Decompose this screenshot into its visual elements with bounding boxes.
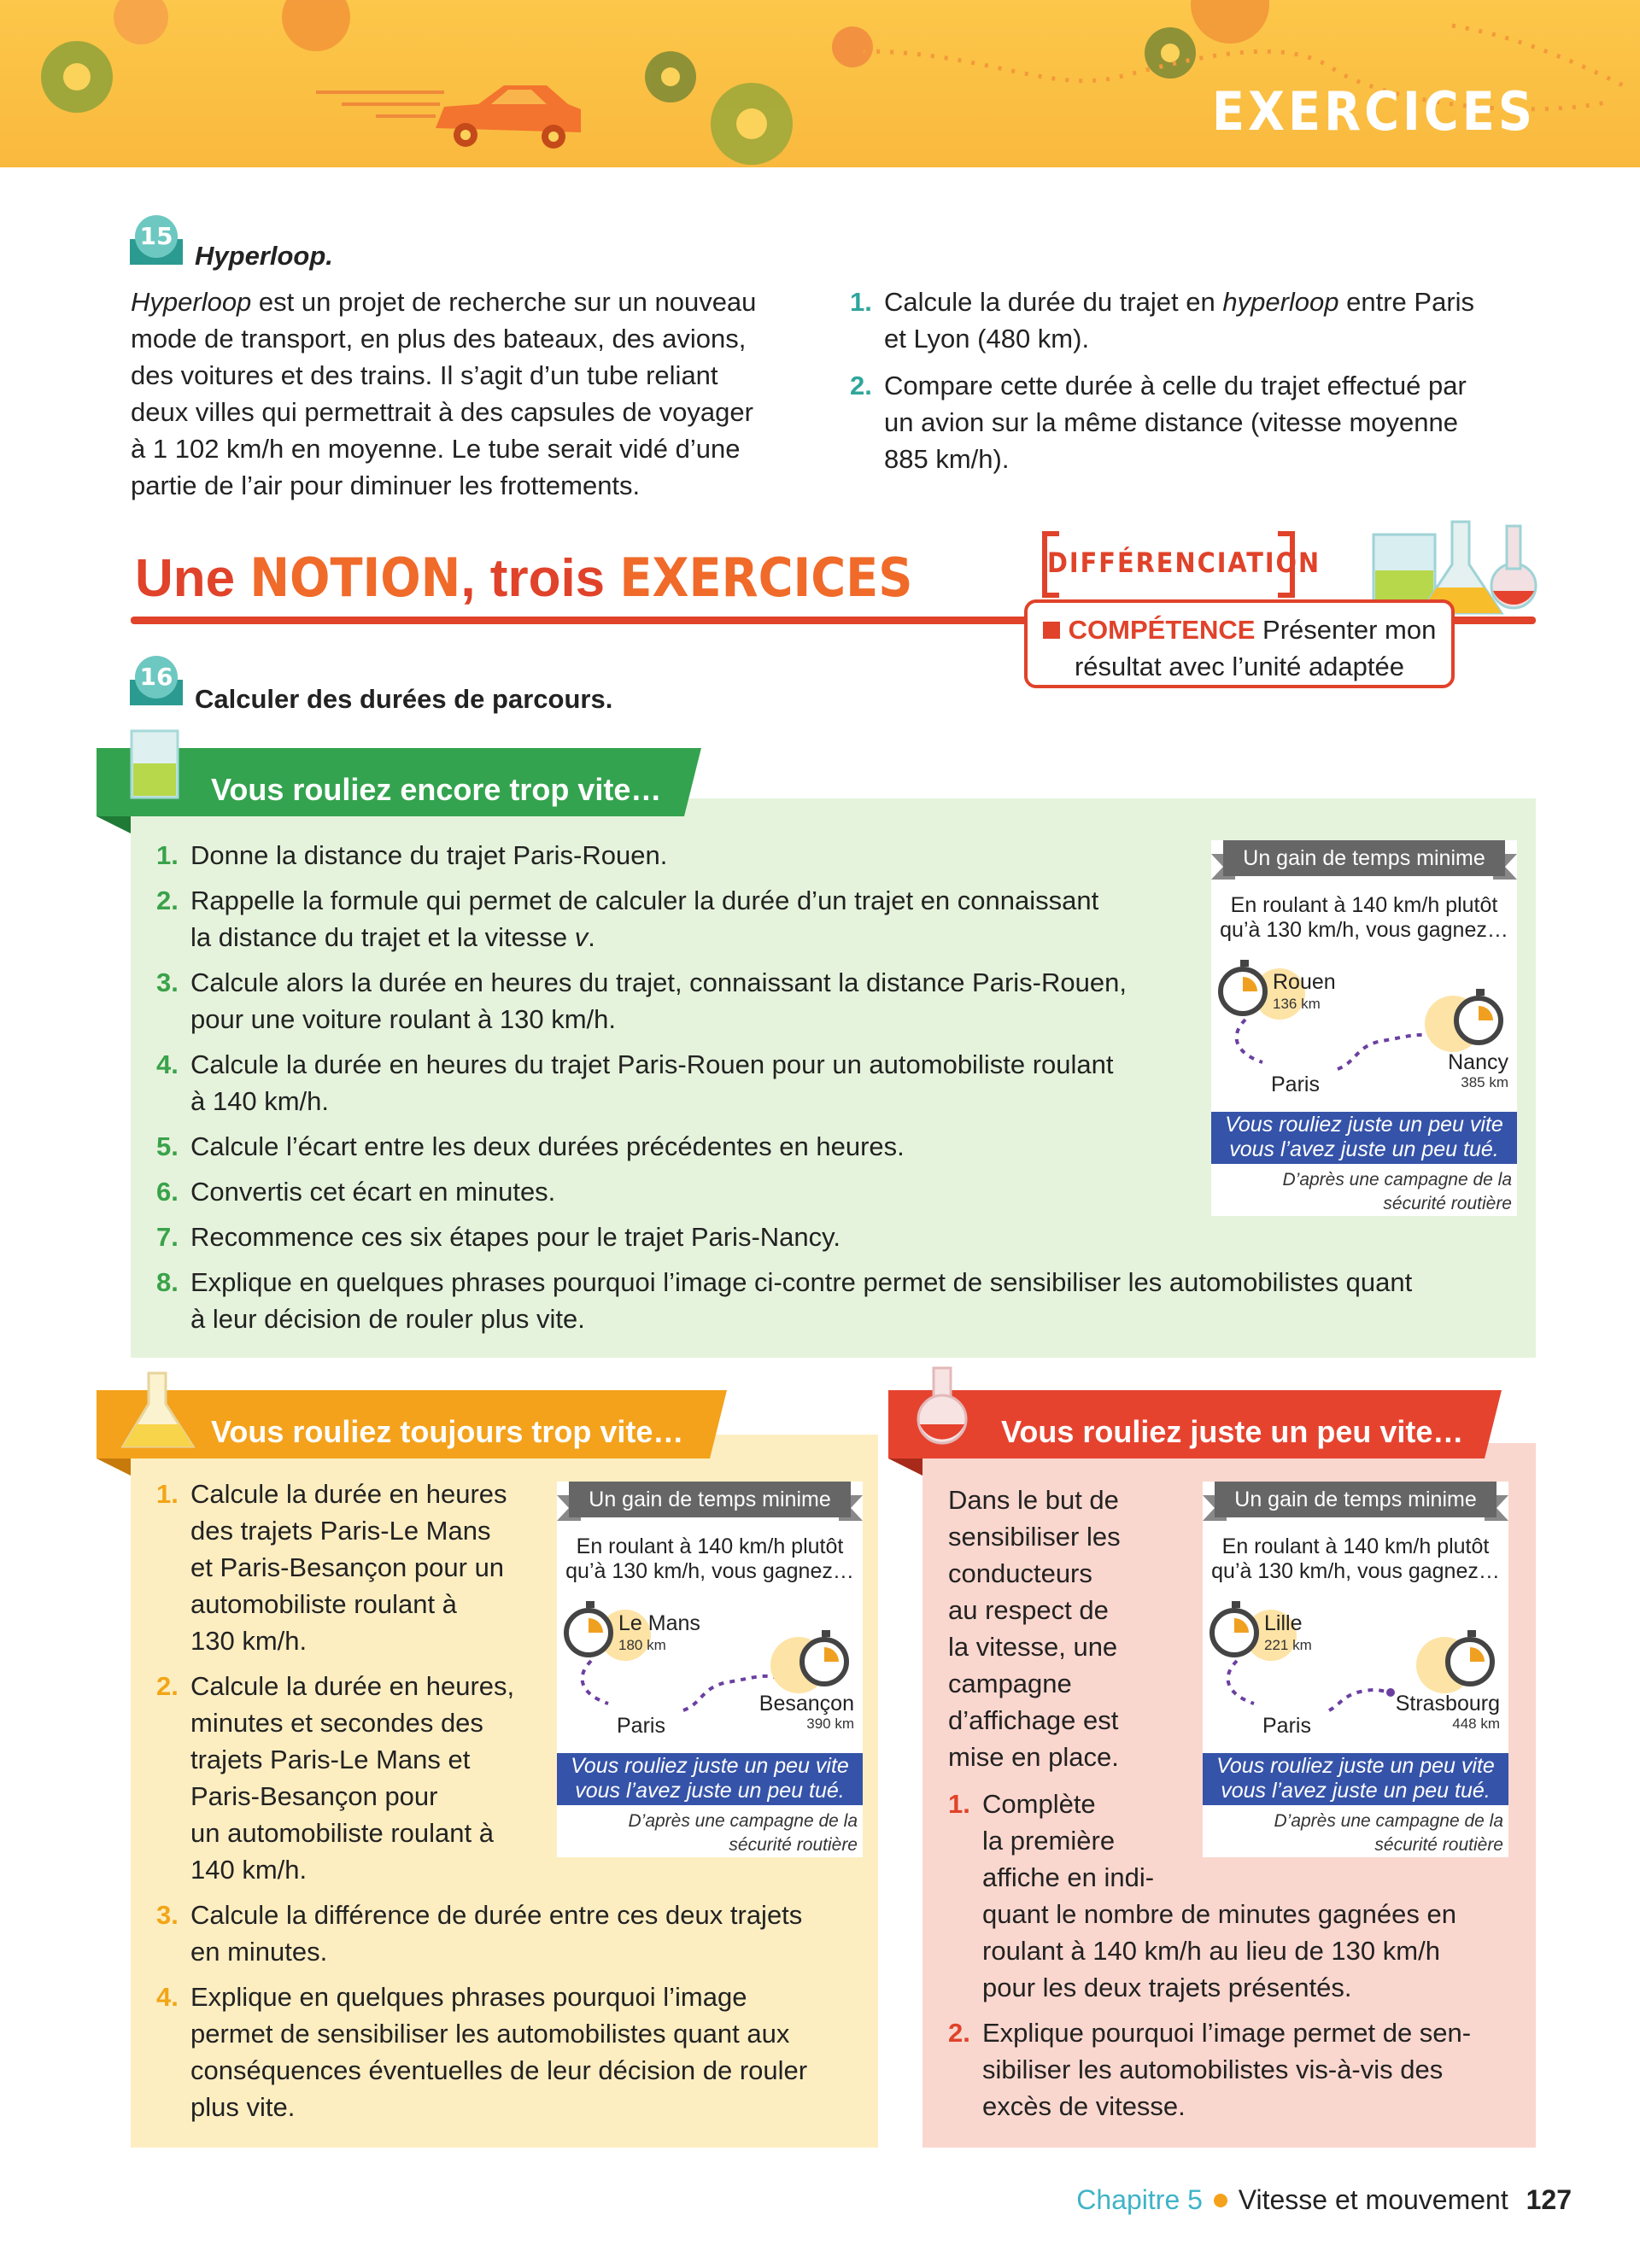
bullet-square-icon: [1043, 622, 1060, 639]
footer-chapter-title: Vitesse et mouvement: [1238, 2184, 1508, 2215]
poster-slogan: Vous rouliez juste un peu vite vous l’avez juste un peu tué.: [1203, 1753, 1508, 1805]
list-item: 3. Calcule alors la durée en heures du trajet, connaissant la distance Paris-Rouen, pour une voiture roulant à 130 km/h.: [156, 967, 1127, 1034]
page-number: 127: [1526, 2184, 1572, 2215]
exercise-intro: Hyperloop est un projet de recherche sur un nouveau mode de transport, en plus des bateaux, des avions, des voitures et des trains. Il s’agit d’un tube reliant deux villes qui permettrait à des capsules de voyager à 1 102 km/h en moyenne. Le tube serait vidé d’une partie de l’air pour diminuer les frottements.: [131, 287, 757, 500]
poster-title: Un gain de temps minime: [1215, 1482, 1496, 1517]
red-intro: Dans le but de sensibiliser les conducteurs au respect de la vitesse, une campagne d’affichage est mise en place.: [948, 1485, 1121, 1772]
list-item: 3. Calcule la différence de durée entre ces deux trajets en minutes.: [156, 1900, 803, 1967]
stopwatch-icon: [564, 1608, 613, 1657]
list-item: 8. Explique en quelques phrases pourquoi l’image ci-contre permet de sensibiliser les automobilistes quant à leur décision de rouler plus vite.: [156, 1267, 1413, 1334]
campaign-poster: Un gain de temps minime En roulant à 140 km/h plutôt qu’à 130 km/h, vous gagnez… Le Mans 180 km Besançon 390 km Paris Vous rouliez juste un peu vite vous l’avez juste un peu tué. D’après une campagne de la sécurité routière: [557, 1482, 863, 1857]
differenciation-badge: DIFFÉRENCIATION: [1042, 531, 1295, 598]
stopwatch-icon: [800, 1637, 849, 1686]
stopwatch-icon: [1454, 996, 1503, 1045]
poster-title: Un gain de temps minime: [569, 1482, 851, 1517]
round-flask-icon: [912, 1365, 972, 1447]
poster-slogan: Vous rouliez juste un peu vite vous l’avez juste un peu tué.: [557, 1753, 863, 1805]
list-item: 2. Compare cette durée à celle du trajet effectué par un avion sur la même distance (vitesse moyenne 885 km/h).: [850, 371, 1467, 474]
list-item: 2. Rappelle la formule qui permet de calculer la durée d’un trajet en connaissant la distance du trajet et la vitesse v.: [156, 886, 1099, 952]
list-item: 6. Convertis cet écart en minutes.: [156, 1177, 556, 1207]
exercise-questions: [824, 284, 1550, 477]
list-item: 2. Calcule la durée en heures, minutes et secondes des trajets Paris-Le Mans et Paris-Besançon pour un automobiliste roulant à 140 km/h.: [156, 1671, 515, 1885]
poster-slogan: Vous rouliez juste un peu vite vous l’avez juste un peu tué.: [1211, 1112, 1517, 1164]
list-item: 4. Calcule la durée en heures du trajet Paris-Rouen pour un automobiliste roulant à 140 km/h.: [156, 1049, 1114, 1116]
list-item: 5. Calcule l’écart entre les deux durées précédentes en heures.: [156, 1131, 905, 1161]
poster-source: D’après une campagne de la sécurité routière: [1274, 1811, 1503, 1855]
exercise-number-badge: [130, 215, 183, 265]
beaker-icon: [126, 728, 183, 801]
page-footer: [1076, 2184, 1572, 2216]
list-item: 1. Complète la première affiche en indi- quant le nombre de minutes gagnées en roulant à 140 km/h au lieu de 130 km/h pour les deux trajets présentés.: [948, 1789, 1456, 2002]
orange-section-header: Vous rouliez toujours trop vite…: [211, 1414, 684, 1449]
competence-box: COMPÉTENCE Présenter mon résultat avec l’unité adaptée: [1024, 599, 1455, 688]
flask-icon: [120, 1370, 196, 1452]
poster-source: D’après une campagne de la sécurité routière: [1282, 1170, 1512, 1213]
list-item: 2. Explique pourquoi l’image permet de sen- sibiliser les automobilistes vis-à-vis des excès de vitesse.: [948, 2018, 1472, 2121]
stopwatch-icon: [1218, 967, 1268, 1016]
list-item: 1. Calcule la durée en heures des trajets Paris-Le Mans et Paris-Besançon pour un automobiliste roulant à 130 km/h.: [156, 1479, 507, 1656]
bullet-dot-icon: [1214, 2194, 1227, 2207]
list-item: 7. Recommence ces six étapes pour le trajet Paris-Nancy.: [156, 1222, 840, 1252]
list-item: 4. Explique en quelques phrases pourquoi l’image permet de sensibiliser les automobilistes quant aux conséquences éventuelles de leur décision de rouler plus vite.: [156, 1982, 808, 2122]
exercise-title: Hyperloop.: [195, 241, 333, 271]
green-section-header: Vous rouliez encore trop vite…: [211, 772, 662, 807]
list-item: 1. Calcule la durée du trajet en hyperloop entre Paris et Lyon (480 km).: [850, 287, 1475, 354]
campaign-poster: Un gain de temps minime En roulant à 140 km/h plutôt qu’à 130 km/h, vous gagnez… Lille 221 km Strasbourg 448 km Paris Vous rouliez juste un peu vite vous l’avez juste un peu tué. D’après une campagne de la sécurité routière: [1203, 1482, 1508, 1857]
exercise-number-badge: [130, 656, 183, 705]
poster-source: D’après une campagne de la sécurité routière: [628, 1811, 858, 1855]
exercise-number: 16: [135, 656, 178, 699]
red-section-header: Vous rouliez juste un peu vite…: [1001, 1414, 1464, 1449]
stopwatch-icon: [1445, 1637, 1495, 1686]
header-banner: [0, 0, 1640, 167]
footer-chapter: Chapitre 5: [1076, 2184, 1203, 2215]
notion-heading: Une NOTION, trois EXERCICES: [135, 547, 913, 609]
stopwatch-icon: [1210, 1608, 1259, 1657]
exercise-number: 15: [135, 215, 178, 258]
list-item: 1. Donne la distance du trajet Paris-Rouen.: [156, 840, 668, 870]
campaign-poster: Un gain de temps minime En roulant à 140 km/h plutôt qu’à 130 km/h, vous gagnez… Rouen 136 km Nancy 385 km Paris Vous rouliez juste un peu vite vous l’avez juste un peu tué. D’après une campagne de la sécurité routière: [1211, 840, 1517, 1216]
exercise-title: Calculer des durées de parcours.: [195, 684, 613, 714]
page-section-title: EXERCICES: [1211, 80, 1536, 143]
poster-title: Un gain de temps minime: [1223, 840, 1505, 876]
